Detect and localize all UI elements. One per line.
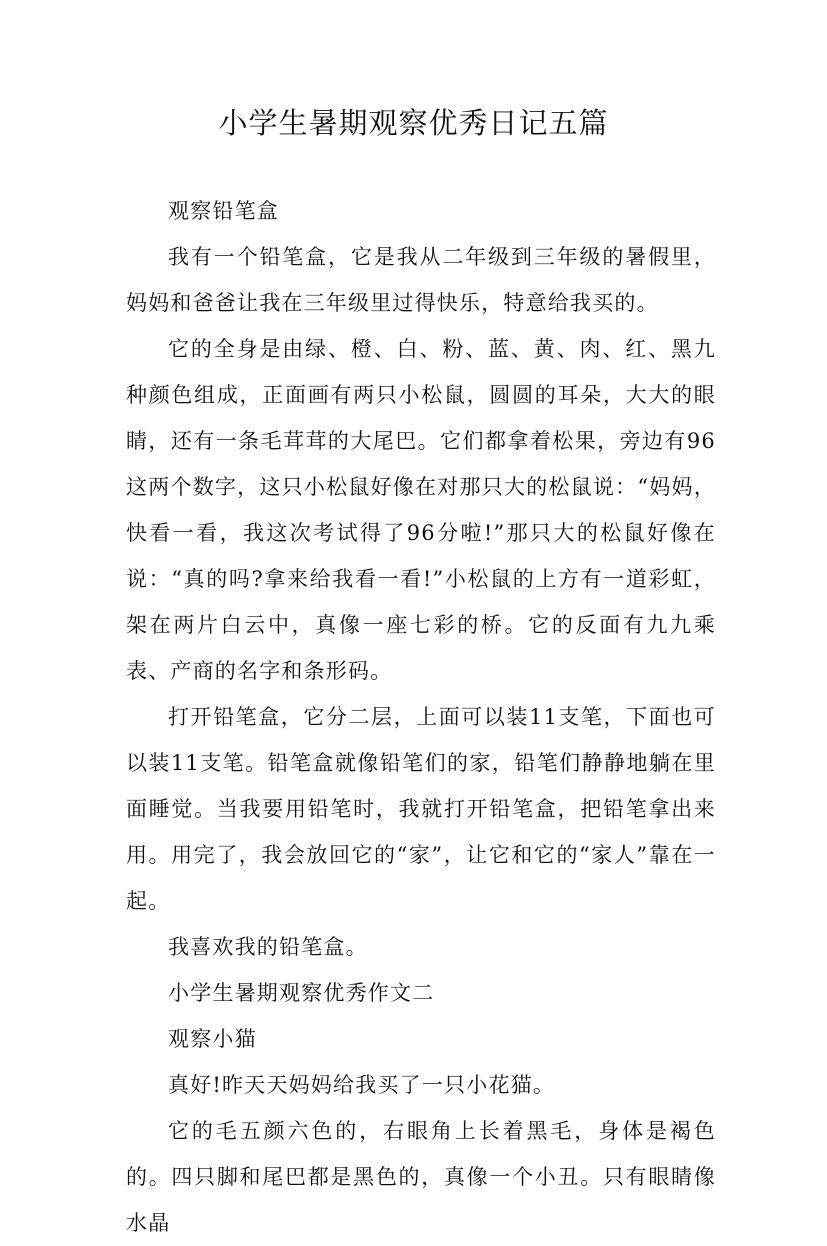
paragraph-heading-pencil-box: 观察铅笔盒 bbox=[168, 199, 279, 223]
paragraph: 它的全身是由绿、橙、白、粉、蓝、黄、肉、红、黑九种颜色组成，正面画有两只小松鼠，圆圆的耳朵，大大的眼睛，还有一条毛茸茸的大尾巴。它们都拿着松果，旁边有96这两个数字，这只小松鼠好像在对那只大的松鼠说：“妈妈，快看一看，我这次考试得了96分啦!”那只大的松鼠好像在说：“真的吗?拿来给我看一看!”小松鼠的上方有一道彩虹，架在两片白云中，真像一座七彩的桥。它的反面有九九乘表、产商的名字和条形码。 bbox=[126, 337, 716, 683]
paragraph: 打开铅笔盒，它分二层，上面可以装11支笔，下面也可以装11支笔。铅笔盒就像铅笔们的家，铅笔们静静地躺在里面睡觉。当我要用铅笔时，我就打开铅笔盒，把铅笔拿出来用。用完了，我会放回它的“家”，让它和它的“家人”靠在一起。 bbox=[126, 705, 716, 913]
paragraph: 我有一个铅笔盒，它是我从二年级到三年级的暑假里，妈妈和爸爸让我在三年级里过得快乐，特意给我买的。 bbox=[126, 245, 716, 315]
paragraph: 它的毛五颜六色的，右眼角上长着黑毛，身体是褐色的。四只脚和尾巴都是黑色的，真像一个小丑。只有眼睛像水晶 bbox=[126, 1119, 716, 1235]
paragraph: 真好!昨天天妈妈给我买了一只小花猫。 bbox=[168, 1073, 556, 1097]
document-body bbox=[126, 188, 716, 1246]
paragraph-heading-kitten: 观察小猫 bbox=[168, 1027, 257, 1051]
paragraph-section-heading: 小学生暑期观察优秀作文二 bbox=[168, 981, 435, 1005]
paragraph: 我喜欢我的铅笔盒。 bbox=[168, 935, 368, 959]
document-title: 小学生暑期观察优秀日记五篇 bbox=[218, 106, 609, 140]
